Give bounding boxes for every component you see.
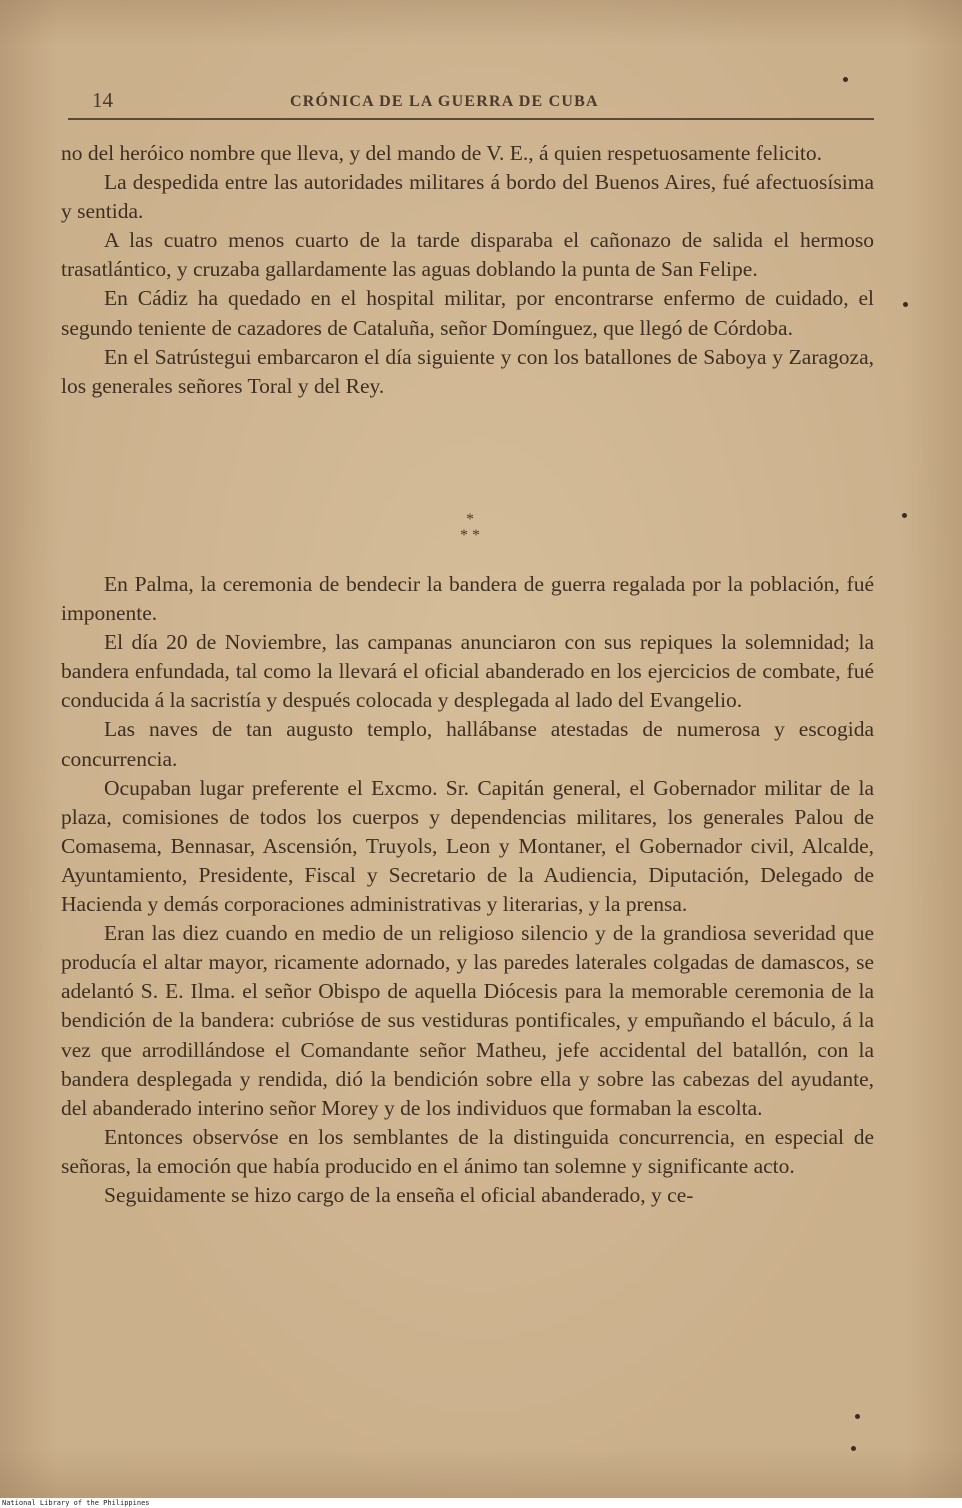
paragraph: Eran las diez cuando en medio de un religioso silencio y de la grandiosa severidad que producía el altar mayor, ricamente adornado, y las paredes laterales colgadas de damascos, se adelantó S. E. Ilma. el señor Obispo de aquella Diócesis para la memorable ceremonia de la bendición de la bandera: cubrióse de sus vestiduras pontificales, y empuñando el báculo, á la vez que arrodillándose el Comandante señor Matheu, jefe accidental del batallón, con la bandera desplegada y rendida, dió la bendición sobre ella y sobre las cabezas del ayudante, del abanderado interino señor Morey y de los individuos que formaban la escolta. <box>61 921 874 1120</box>
ink-speck <box>902 513 907 518</box>
page-number: 14 <box>92 88 113 112</box>
paragraph: En el Satrústegui embarcaron el día siguiente y con los batallones de Saboya y Zaragoza, los generales señores Toral y del Rey. <box>61 344 874 398</box>
paragraph: En Cádiz ha quedado en el hospital militar, por encontrarse enfermo de cuidado, el segundo teniente de cazadores de Cataluña, señor Domínguez, que llegó de Córdoba. <box>61 286 874 340</box>
paragraph: Entonces observóse en los semblantes de la distinguida concurrencia, en especial de señoras, la emoción que había producido en el ánimo tan solemne y significante acto. <box>61 1124 874 1178</box>
page-header <box>68 88 874 114</box>
paragraph: Las naves de tan augusto templo, hallábanse atestadas de numerosa y escogida concurrencia. <box>61 717 874 771</box>
asterism-top: * <box>466 511 474 528</box>
paragraph: A las cuatro menos cuarto de la tarde disparaba el cañonazo de salida el hermoso trasatlántico, y cruzaba gallardamente las aguas doblando la punta de San Felipe. <box>61 228 874 282</box>
header-rule <box>68 118 874 120</box>
library-credit: National Library of the Philippines <box>0 1498 962 1508</box>
paragraph: Seguidamente se hizo cargo de la enseña el oficial abanderado, y ce- <box>104 1182 694 1207</box>
ink-speck <box>851 1446 856 1451</box>
ink-speck <box>855 1414 860 1419</box>
paragraph: En Palma, la ceremonia de bendecir la bandera de guerra regalada por la población, fué imponente. <box>61 572 874 626</box>
paragraph-continuation: no del heróico nombre que lleva, y del mando de V. E., á quien respetuosamente felicito. <box>61 141 823 165</box>
running-head: CRÓNICA DE LA GUERRA DE CUBA <box>290 93 599 110</box>
text-block-top <box>61 139 874 401</box>
ink-speck <box>843 77 848 82</box>
paragraph: Ocupaban lugar preferente el Excmo. Sr. Capitán general, el Gobernador militar de la plaza, comisiones de todos los cuerpos y dependencias militares, los generales Palou de Comasema, Bennasar, Ascensión, Truyols, Leon y Montaner, el Gobernador civil, Alcalde, Ayuntamiento, Presidente, Fiscal y Secretario de la Audiencia, Diputación, Delegado de Hacienda y demás corporaciones administrativas y literarias, y la prensa. <box>61 775 874 917</box>
paragraph: La despedida entre las autoridades militares á bordo del Buenos Aires, fué afectuosísima y sentida. <box>61 170 874 224</box>
asterism-bottom: * * <box>460 527 480 544</box>
text-block-bottom <box>61 570 874 1210</box>
paragraph: El día 20 de Noviembre, las campanas anunciaron con sus repiques la solemnidad; la bandera enfundada, tal como la llevará el oficial abanderado en los ejercicios de combate, fué conducida á la sacristía y después colocada y desplegada al lado del Evangelio. <box>61 630 874 713</box>
section-separator <box>430 512 510 552</box>
ink-speck <box>903 302 908 307</box>
